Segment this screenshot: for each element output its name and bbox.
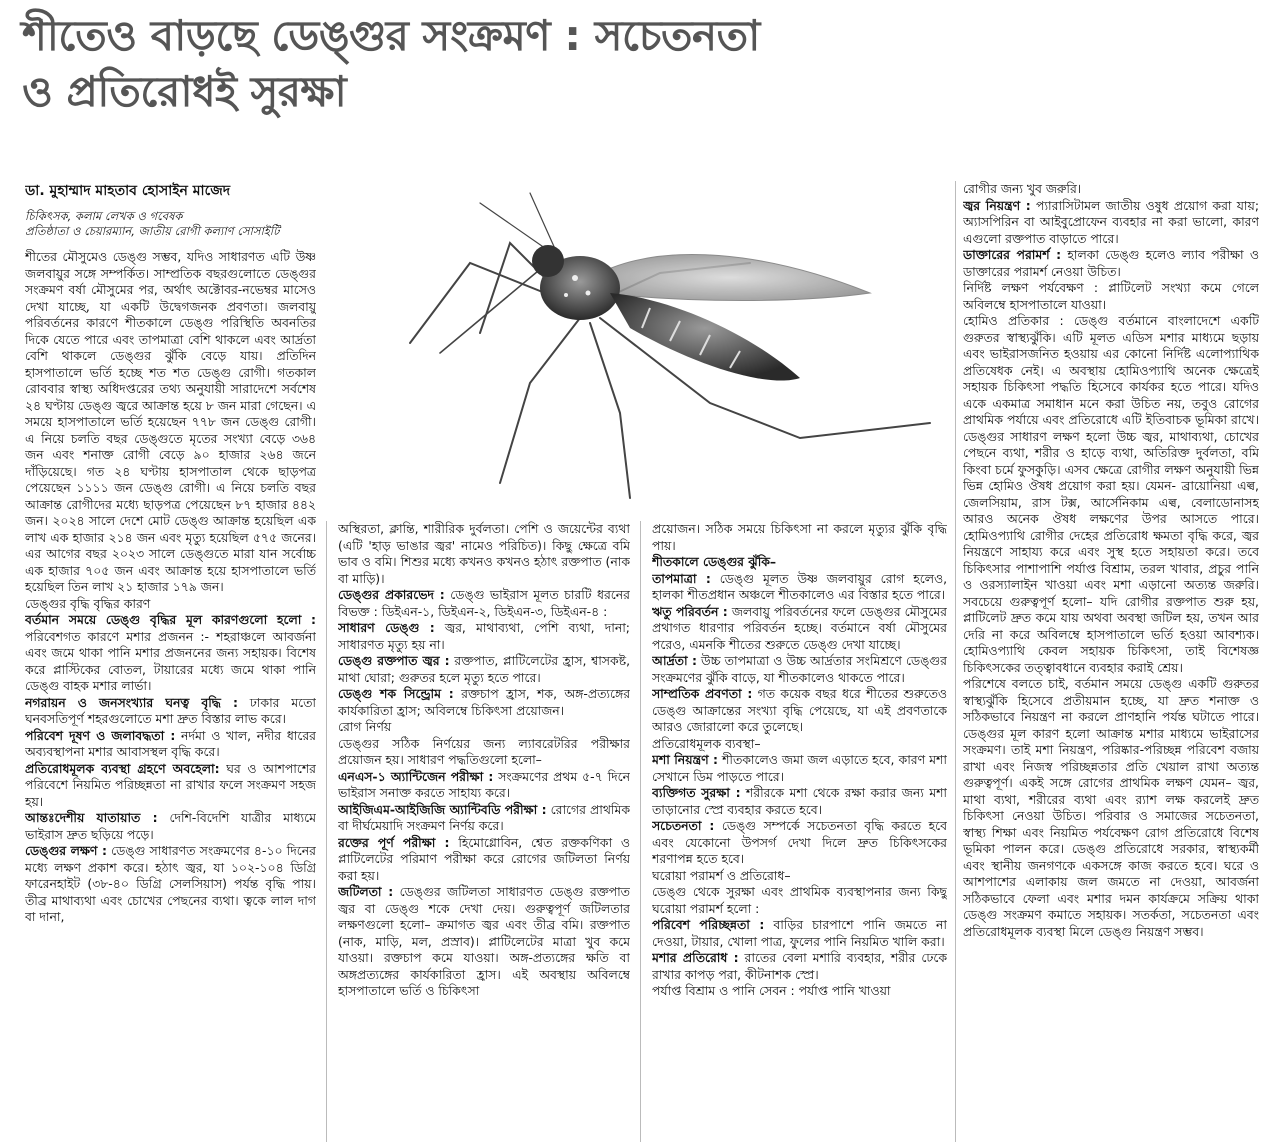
paragraph-lead: এনএস-১ অ্যান্টিজেন পরীক্ষা : <box>338 768 494 784</box>
paragraph <box>652 554 947 571</box>
paragraph-text: বাড়ির চারপাশে পানি জমতে না দেওয়া, টায়ার, খোলা পাত্র, ফুলের পানি নিয়মিত খালি করা। <box>652 917 947 949</box>
column-3-paragraphs <box>652 521 947 1000</box>
paragraph-lead: সাধারণ ডেঙ্গু : <box>338 620 435 635</box>
paragraph <box>25 249 316 596</box>
paragraph-text: প্যারাসিটামল জাতীয় ওষুধ প্রয়োগ করা যায়; অ্যাসপিরিন বা আইবুপ্রোফেন ব্যবহার না করা ভালো, কারণ এগুলো রক্তপাত বাড়াতে পারে। <box>963 197 1259 246</box>
paragraph-lead: পরিবেশ পরিচ্ছন্নতা : <box>652 917 765 932</box>
column-4-paragraphs <box>963 181 1259 940</box>
paragraph-text: দেশি-বিদেশি যাত্রীর মাধ্যমে ভাইরাস দ্রুত ছড়িয়ে পড়ে। <box>25 810 316 842</box>
paragraph <box>652 950 947 983</box>
paragraph-text: ডেঙ্গু সম্পর্কে সচেতনতা বৃদ্ধি করতে হবে এবং যেকোনো উপসর্গ দেখা দিলে দ্রুত চিকিৎসকের শরণাপন্ন হতে হবে। <box>652 818 947 866</box>
paragraph-text: সংক্রমণের প্রথম ৫-৭ দিনে ভাইরাস সনাক্ত করতে সাহায্য করে। <box>338 768 630 800</box>
author-roles <box>25 209 316 239</box>
paragraph-lead: ব্যক্তিগত সুরক্ষা : <box>652 785 741 800</box>
paragraph <box>652 571 947 604</box>
article-column-3 <box>652 521 947 1142</box>
column-1-paragraphs <box>25 249 316 926</box>
paragraph-lead: পরিবেশ দূষণ ও জলাবদ্ধতা : <box>25 727 176 743</box>
paragraph-text: ঘর ও আশপাশের পরিবেশে নিয়মিত পরিচ্ছন্নতা না রাখার ফলে সংক্রমণ সহজ হয়। <box>25 760 316 809</box>
paragraph-text: ডেঙ্গু থেকে সুরক্ষা এবং প্রাথমিক ব্যবস্থাপনার জন্য কিছু ঘরোয়া পরামর্শ হলো : <box>652 884 947 916</box>
headline <box>22 8 1022 120</box>
paragraph-lead: রক্তের পূর্ণ পরীক্ষা : <box>338 834 450 850</box>
paragraph-lead: ডেঙ্গু রক্তপাত জ্বর : <box>338 653 450 668</box>
paragraph <box>338 835 630 885</box>
paragraph-lead: নগরায়ন ও জনসংখ্যার ঘনত্ব বৃদ্ধি : <box>25 694 239 710</box>
paragraph <box>338 653 630 686</box>
paragraph-text: নর্দমা ও খাল, নদীর ধারের অব্যবস্থাপনা মশার আবাসস্থল বৃদ্ধি করে। <box>25 727 316 759</box>
author-role-1: চিকিৎসক, কলাম লেখক ও গবেষক <box>25 209 183 223</box>
paragraph-lead: সাম্প্রতিক প্রবণতা : <box>652 686 753 701</box>
paragraph-lead: ডেঙ্গু শক সিন্ড্রোম : <box>338 686 454 701</box>
paragraph-text: ডেঙ্গুর বৃদ্ধি বৃদ্ধির কারণ <box>25 595 151 611</box>
paragraph-text: রোগীর জন্য খুব জরুরি। <box>963 181 1082 196</box>
paragraph-lead: ডেঙ্গুর লক্ষণ : <box>25 843 107 858</box>
paragraph-lead: শীতকালে ডেঙ্গুর ঝুঁকি– <box>652 554 777 569</box>
paragraph-text: ডেঙ্গু মূলত উষ্ণ জলবায়ুর রোগ হলেও, হালকা শীতপ্রধান অঞ্চলে শীতকালেও এর বিস্তার হতে পারে। <box>652 570 947 602</box>
paragraph <box>25 843 316 926</box>
paragraph <box>652 917 947 950</box>
paragraph <box>25 810 316 843</box>
author-role-2: প্রতিষ্ঠাতা ও চেয়ারম্যান, জাতীয় রোগী কল্যাণ সোসাইটি <box>25 224 280 238</box>
paragraph-text: প্রয়োজন। সঠিক সময়ে চিকিৎসা না করলে মৃত্যুর ঝুঁকি বৃদ্ধি পায়। <box>652 521 947 553</box>
paragraph-text: শীতের মৌসুমেও ডেঙ্গু সম্ভব, যদিও সাধারণত এটি উষ্ণ জলবায়ুর সঙ্গে সম্পর্কিত। সাম্প্রতিক বছরগুলোতে ডেঙ্গুর সংক্রমণ বর্ষা মৌসুমের পর, অর্থাৎ অক্টোবর-নভেম্বর মাসেও দেখা যাচ্ছে, যা একটি উদ্বেগজনক প্রবণতা। জলবায়ু পরিবর্তনের কারণে শীতকালে ডেঙ্গু পরিস্থিতি অবনতির দিকে যেতে পারে এবং তাপমাত্রা বেশি থাকলে এবং আর্দ্রতা বেশি থাকলে ডেঙ্গুর ঝুঁকি বেড়ে যায়। প্রতিদিন হাসপাতালে ভর্তি হচ্ছে শত শত ডেঙ্গু রোগী। গতকাল রোববার স্বাস্থ্য অধিদপ্তরের তথ্য অনুযায়ী সারাদেশে সর্বশেষ ২৪ ঘণ্টায় ডেঙ্গু জ্বরে আক্রান্ত হয়ে ৮ জন মারা গেছেন। এ সময়ে হাসপাতালে ভর্তি হয়েছেন ৭৭৮ জন ডেঙ্গু রোগী। এ নিয়ে চলতি বছর ডেঙ্গুতে মৃতের সংখ্যা বেড়ে ৩৬৪ জন এবং শনাক্ত রোগী বেড়ে ৯০ হাজার ২৬৪ জনে দাঁড়িয়েছে। গত ২৪ ঘণ্টায় হাসপাতাল থেকে ছাড়পত্র পেয়েছেন ১১১১ জন ডেঙ্গু রোগী। এ নিয়ে চলতি বছর আক্রান্ত রোগীদের মধ্যে ছাড়পত্র পেয়েছেন ৮৭ হাজার ৪৪২ জন। ২০২৪ সালে দেশে মোট ডেঙ্গু আক্রান্ত হয়েছিল এক লাখ এক হাজার ২১৪ জন এবং মৃত্যু হয়েছিল ৫৭৫ জনের। এর আগের বছর ২০২৩ সালে ডেঙ্গুতে মারা যান সর্বোচ্চ এক হাজার ৭০৫ জন এবং আক্রান্ত হয়ে হাসপাতালে ভর্তি হয়েছিল তিন লাখ ২১ হাজার ১৭৯ জন। <box>25 249 316 594</box>
paragraph <box>25 612 316 695</box>
paragraph <box>338 769 630 802</box>
paragraph <box>338 884 630 1000</box>
paragraph <box>338 620 630 653</box>
mosquito-icon <box>330 183 958 513</box>
paragraph-text: ডেঙ্গু ভাইরাস মূলত চারটি ধরনের বিভক্ত : ডিইএন-১, ডিইএন-২, ডিইএন-৩, ডিইএন-৪ : <box>338 587 630 619</box>
paragraph <box>25 761 316 811</box>
paragraph-text: শীতকালেও জমা জল এড়াতে হবে, কারণ মশা সেখানে ডিম পাড়তে পারে। <box>652 752 947 784</box>
paragraph <box>652 604 947 654</box>
paragraph <box>652 818 947 868</box>
paragraph <box>338 521 630 587</box>
paragraph <box>338 719 630 736</box>
paragraph-text: রক্তচাপ হ্রাস, শক, অঙ্গ-প্রত্যঙ্গের কার্যকারিতা হ্রাস; অবিলম্বে চিকিৎসা প্রয়োজন। <box>338 686 630 718</box>
paragraph-lead: আর্দ্রতা : <box>652 653 697 668</box>
paragraph <box>652 983 947 1000</box>
paragraph-text: গত কয়েক বছর ধরে শীতের শুরুতেও ডেঙ্গু আক্রান্তের সংখ্যা বৃদ্ধি পেয়েছে, যা এই প্রবণতাকে আরও জোরালো করে তুলেছে। <box>652 686 947 734</box>
paragraph <box>652 884 947 917</box>
paragraph <box>338 802 630 835</box>
column-divider <box>955 181 956 1142</box>
paragraph-lead: মশার প্রতিরোধ : <box>652 950 739 965</box>
paragraph-lead: প্রতিরোধমূলক ব্যবস্থা গ্রহণে অবহেলা: <box>25 760 220 776</box>
paragraph <box>963 181 1259 198</box>
paragraph <box>963 280 1259 313</box>
paragraph-lead: বর্তমান সময়ে ডেঙ্গু বৃদ্ধির মূল কারণগুলো হলো : <box>25 612 316 627</box>
paragraph-text: হোমিও প্রতিকার : ডেঙ্গু বর্তমানে বাংলাদেশে একটি গুরুতর স্বাস্থ্যঝুঁকি। এটি মূলত এডিস মশার মাধ্যমে ছড়ায় এবং ভাইরাসজনিত হওয়ায় এর কোনো নির্দিষ্ট এলোপ্যাথিক প্রতিষেধক নেই। এ অবস্থায় হোমিওপ্যাথি অনেক ক্ষেত্রেই সহায়ক চিকিৎসা পদ্ধতি হিসেবে কার্যকর হতে পারে। যদিও একে একমাত্র সমাধান মনে করা উচিত নয়, তবুও রোগের প্রাথমিক পর্যায়ে এবং প্রতিরোধে এটি ইতিবাচক ভূমিকা রাখে। ডেঙ্গুর সাধারণ লক্ষণ হলো উচ্চ জ্বর, মাথাব্যথা, চোখের পেছনে ব্যথা, শরীর ও হাড়ে ব্যথা, অতিরিক্ত দুর্বলতা, বমি কিংবা চর্মে ফুসকুড়ি। এসব ক্ষেত্রে রোগীর লক্ষণ অনুযায়ী ভিন্ন ভিন্ন হোমিও ঔষধ প্রয়োগ করা হয়। যেমন- ব্রায়োনিয়া এল্ব, জেলসিয়াম, রাস টক্স, আর্সেনিকাম এল্ব, বেলাডোনাসহ আরও অনেক ঔষধ লক্ষণের উপর আসতে পারে। হোমিওপ্যাথি রোগীর দেহের প্রতিরোধ ক্ষমতা বৃদ্ধি করে, জ্বর নিয়ন্ত্রণে সাহায্য করে এবং সুস্থ হতে সহায়তা করে। তবে চিকিৎসার পাশাপাশি পর্যাপ্ত বিশ্রাম, তরল খাবার, প্রচুর পানি ও ওরস্যালাইন খাওয়া এবং মশা এড়ানো অত্যন্ত জরুরি। সবচেয়ে গুরুত্বপূর্ণ হলো– যদি রোগীর রক্তপাত শুরু হয়, প্লাটিলেট দ্রুত কমে যায় অথবা অবস্থা জটিল হয়, তখন আর দেরি না করে অবিলম্বে হাসপাতালে ভর্তি হওয়া আবশ্যক। হোমিওপ্যাথি কেবল সহায়ক চিকিৎসা, তাই বিশেষজ্ঞ চিকিৎসকের তত্ত্বাবধানে ব্যবহার করাই শ্রেয়। <box>963 313 1259 675</box>
paragraph-text: অস্থিরতা, ক্লান্তি, শারীরিক দুর্বলতা। পেশি ও জয়েন্টের ব্যথা (এটি 'হাড় ভাঙার জ্বর' নামেও পরিচিত)। কিছু ক্ষেত্রে বমি ভাব ও বমি। শিশুর মধ্যে কখনও কখনও হঠাৎ রক্তপাত (নাক বা মাড়ি)। <box>338 521 630 586</box>
paragraph <box>652 653 947 686</box>
paragraph-lead: মশা নিয়ন্ত্রণ : <box>652 752 718 767</box>
paragraph-text: প্রতিরোধমূলক ব্যবস্থা– <box>652 735 761 751</box>
headline-line-1: শীতেও বাড়ছে ডেঙ্গুর সংক্রমণ : সচেতনতা <box>22 11 760 60</box>
paragraph <box>25 695 316 728</box>
paragraph <box>963 198 1259 248</box>
paragraph-text: ডেঙ্গুর জটিলতা সাধারণত ডেঙ্গু রক্তপাত জ্বর বা ডেঙ্গু শকে দেখা দেয়। গুরুত্বপূর্ণ জটিলতার লক্ষণগুলো হলো– ক্রমাগত জ্বর এবং তীব্র বমি। রক্তপাত (নাক, মাড়ি, মল, প্রস্রাব)। প্লাটিলেটের মাত্রা খুব কমে যাওয়া। রক্তচাপ কমে যাওয়া। অঙ্গ-প্রত্যঙ্গের ক্ষতি বা অঙ্গপ্রত্যঙ্গের কার্যকারিতা হ্রাস। এই অবস্থায় অবিলম্বে হাসপাতালে ভর্তি ও চিকিৎসা <box>338 884 630 998</box>
paragraph <box>652 686 947 736</box>
paragraph-lead: জ্বর নিয়ন্ত্রণ : <box>963 197 1031 213</box>
paragraph-text: শরীরকে মশা থেকে রক্ষা করার জন্য মশা তাড়ানোর স্প্রে ব্যবহার করতে হবে। <box>652 785 947 817</box>
paragraph-text: রক্তপাত, প্লাটিলেটের হ্রাস, শ্বাসকষ্ট, মাথা ঘোরা; গুরুতর হলে মৃত্যু হতে পারে। <box>338 653 630 685</box>
paragraph-text: হিমোগ্লোবিন, শ্বেত রক্তকণিকা ও প্লাটিলেটের পরিমাণ পরীক্ষা করে রোগের জটিলতা নির্ণয় করা হয়। <box>338 834 630 883</box>
paragraph-text: রাতের বেলা মশারি ব্যবহার, শরীর ঢেকে রাখার কাপড় পরা, কীটনাশক স্প্রে। <box>652 950 947 982</box>
paragraph-text: নির্দিষ্ট লক্ষণ পর্যবেক্ষণ : প্লাটিলেট সংখ্যা কমে গেলে অবিলম্বে হাসপাতালে যাওয়া। <box>963 280 1259 312</box>
paragraph <box>25 596 316 613</box>
paragraph-lead: আন্তঃদেশীয় যাতায়াত : <box>25 810 158 825</box>
paragraph-text: ডেঙ্গু সাধারণত সংক্রমণের ৪-১০ দিনের মধ্যে লক্ষণ প্রকাশ করে। হঠাৎ জ্বর, যা ১০২-১০৪ ডিগ্রি ফারেনহাইট (৩৮-৪০ ডিগ্রি সেলসিয়াস) পর্যন্ত বৃদ্ধি পায়। তীব্র মাথাব্যথা এবং চোখের পেছনের ব্যথা। ত্বকে লাল দাগ বা দানা, <box>25 843 316 924</box>
paragraph <box>652 521 947 554</box>
paragraph-lead: জটিলতা : <box>338 884 394 899</box>
article-column-2 <box>338 521 630 1142</box>
headline-line-2: ও প্রতিরোধই সুরক্ষা <box>22 67 347 116</box>
paragraph <box>338 587 630 620</box>
paragraph-text: জলবায়ু পরিবর্তনের ফলে ডেঙ্গুর মৌসুমের প্রথাগত ধারণার পরিবর্তন হচ্ছে। বর্তমানে বর্ষা মৌসুমের পরেও, এমনকি শীতের শুরুতে ডেঙ্গু দেখা যাচ্ছে। <box>652 603 947 652</box>
column-divider <box>640 521 641 1142</box>
article-column-4 <box>963 181 1259 1142</box>
mosquito-illustration <box>330 183 958 513</box>
paragraph <box>652 736 947 753</box>
paragraph-lead: ডাক্তারের পরামর্শ : <box>963 247 1062 262</box>
paragraph-text: উচ্চ তাপমাত্রা ও উচ্চ আর্দ্রতার সংমিশ্রণে ডেঙ্গুর সংক্রমণের ঝুঁকি বাড়ে, যা শীতকালেও থাকতে পারে। <box>652 653 947 685</box>
paragraph <box>652 868 947 885</box>
paragraph <box>963 247 1259 280</box>
paragraph-text: রোগের প্রাথমিক বা দীর্ঘমেয়াদি সংক্রমণ নির্ণয় করে। <box>338 801 630 833</box>
article-column-1 <box>25 181 316 1142</box>
paragraph-text: হালকা ডেঙ্গু হলেও ল্যাব পরীক্ষা ও ডাক্তারের পরামর্শ নেওয়া উচিত। <box>963 247 1259 279</box>
paragraph-lead: সচেতনতা : <box>652 818 715 833</box>
column-divider <box>326 521 327 1142</box>
paragraph <box>652 752 947 785</box>
paragraph-text: ঢাকার মতো ঘনবসতিপূর্ণ শহরগুলোতে মশা দ্রুত বিস্তার লাভ করে। <box>25 694 316 726</box>
column-2-paragraphs <box>338 521 630 1000</box>
paragraph-text: জ্বর, মাথাব্যথা, পেশি ব্যথা, দানা; সাধারণত মৃত্যু হয় না। <box>338 620 630 652</box>
paragraph <box>963 313 1259 676</box>
paragraph-text: ডেঙ্গুর সঠিক নির্ণয়ের জন্য ল্যাবরেটরির পরীক্ষার প্রয়োজন হয়। সাধারণ পদ্ধতিগুলো হলো– <box>338 735 630 767</box>
paragraph <box>338 686 630 719</box>
author-name: ডা. মুহাম্মাদ মাহতাব হোসাইন মাজেদ <box>25 183 231 199</box>
paragraph-lead: ঋতু পরিবর্তন : <box>652 603 728 619</box>
paragraph-lead: তাপমাত্রা : <box>652 570 711 586</box>
paragraph <box>652 785 947 818</box>
paragraph <box>338 736 630 769</box>
paragraph-lead: ডেঙ্গুর প্রকারভেদ : <box>338 587 445 602</box>
paragraph-text: পরিশেষে বলতে চাই, বর্তমান সময়ে ডেঙ্গু একটি গুরুতর স্বাস্থ্যঝুঁকি হিসেবে প্রতীয়মান হচ্ছে, যা দ্রুত শনাক্ত ও সঠিকভাবে নিয়ন্ত্রণ না করলে প্রাণহানি পর্যন্ত ঘটাতে পারে। ডেঙ্গুর মূল কারণ হলো আক্রান্ত মশার মাধ্যমে ভাইরাসের সংক্রমণ। তাই মশা নিয়ন্ত্রণ, পরিষ্কার-পরিচ্ছন্ন পরিবেশ বজায় রাখা এবং নিজস্ব পরিচ্ছন্নতার প্রতি খেয়াল রাখা অত্যন্ত গুরুত্বপূর্ণ। একই সঙ্গে রোগের প্রাথমিক লক্ষণ যেমন– জ্বর, মাথা ব্যথা, শরীরের ব্যথা এবং র‍্যাশ লক্ষ করলেই দ্রুত চিকিৎসা নেওয়া উচিত। পরিবার ও সমাজের সচেতনতা, স্বাস্থ্য শিক্ষা এবং নিয়মিত পর্যবেক্ষণ রোগ প্রতিরোধে বিশেষ ভূমিকা পালন করে। ডেঙ্গু প্রতিরোধে সরকার, স্বাস্থ্যকর্মী এবং স্থানীয় জনগণকে একসঙ্গে কাজ করতে হবে। ঘরে ও আশপাশের এলাকায় জল জমতে না দেওয়া, আবর্জনা সঠিকভাবে ফেলা এবং মশার দমন কার্যক্রমে সক্রিয় থাকা ডেঙ্গু সংক্রমণ কমাতে সহায়ক। সতর্কতা, সচেতনতা এবং প্রতিরোধমূলক ব্যবস্থা মিলে ডেঙ্গু নিয়ন্ত্রণ সম্ভব। <box>963 676 1259 939</box>
paragraph-text: পরিবেশগত কারণে মশার প্রজনন :- শহরাঞ্চলে আবর্জনা এবং জমে থাকা পানি মশার প্রজননের জন্য সহায়ক। বিশেষ করে প্লাস্টিকের বোতল, টায়ারের মধ্যে জমে থাকা পানি ডেঙ্গু বাহক মশার লার্ভা। <box>25 628 316 693</box>
paragraph-text: পর্যাপ্ত বিশ্রাম ও পানি সেবন : পর্যাপ্ত পানি খাওয়া <box>652 983 891 998</box>
paragraph-text: ঘরোয়া পরামর্শ ও প্রতিরোধ– <box>652 867 791 883</box>
paragraph-text: রোগ নির্ণয় <box>338 719 392 734</box>
paragraph <box>963 676 1259 940</box>
paragraph-lead: আইজিএম-আইজিজি অ্যান্টিবডি পরীক্ষা : <box>338 801 547 817</box>
paragraph <box>25 728 316 761</box>
